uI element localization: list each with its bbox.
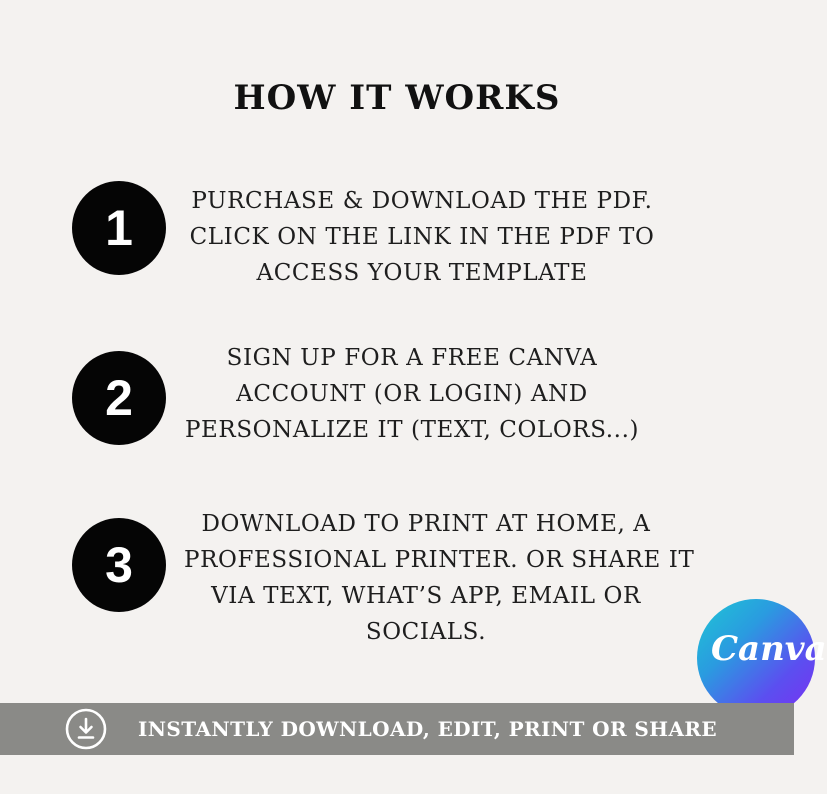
step-text-line: CLICK ON THE LINK IN THE PDF TO <box>189 224 655 250</box>
step-text-line: VIA TEXT, WHAT’S APP, EMAIL OR <box>211 583 641 609</box>
step-description <box>170 340 654 448</box>
step-number-badge: 2 <box>72 351 166 445</box>
step-text-line: SIGN UP FOR A FREE CANVA <box>226 345 598 371</box>
canva-logo <box>697 599 827 717</box>
canva-logo-text: Canva <box>711 629 827 669</box>
download-icon <box>65 708 107 750</box>
banner-text: INSTANTLY DOWNLOAD, EDIT, PRINT OR SHARE <box>138 717 718 741</box>
step-text-line: PROFESSIONAL PRINTER. OR SHARE IT <box>184 547 695 573</box>
step-text-line: ACCOUNT (OR LOGIN) AND <box>236 381 588 407</box>
step-text-line: PERSONALIZE IT (TEXT, COLORS...) <box>184 417 640 443</box>
page-title: HOW IT WORKS <box>233 78 561 118</box>
step-text-line: SOCIALS. <box>365 619 487 645</box>
step-text-line: DOWNLOAD TO PRINT AT HOME, A <box>201 511 651 537</box>
step-number-badge: 3 <box>72 518 166 612</box>
step-description <box>180 183 664 291</box>
step-text-line: PURCHASE & DOWNLOAD THE PDF. <box>191 188 653 214</box>
step-text-line: ACCESS YOUR TEMPLATE <box>256 260 588 286</box>
step-number-badge: 1 <box>72 181 166 275</box>
step-description <box>184 506 695 650</box>
download-banner <box>0 703 794 755</box>
